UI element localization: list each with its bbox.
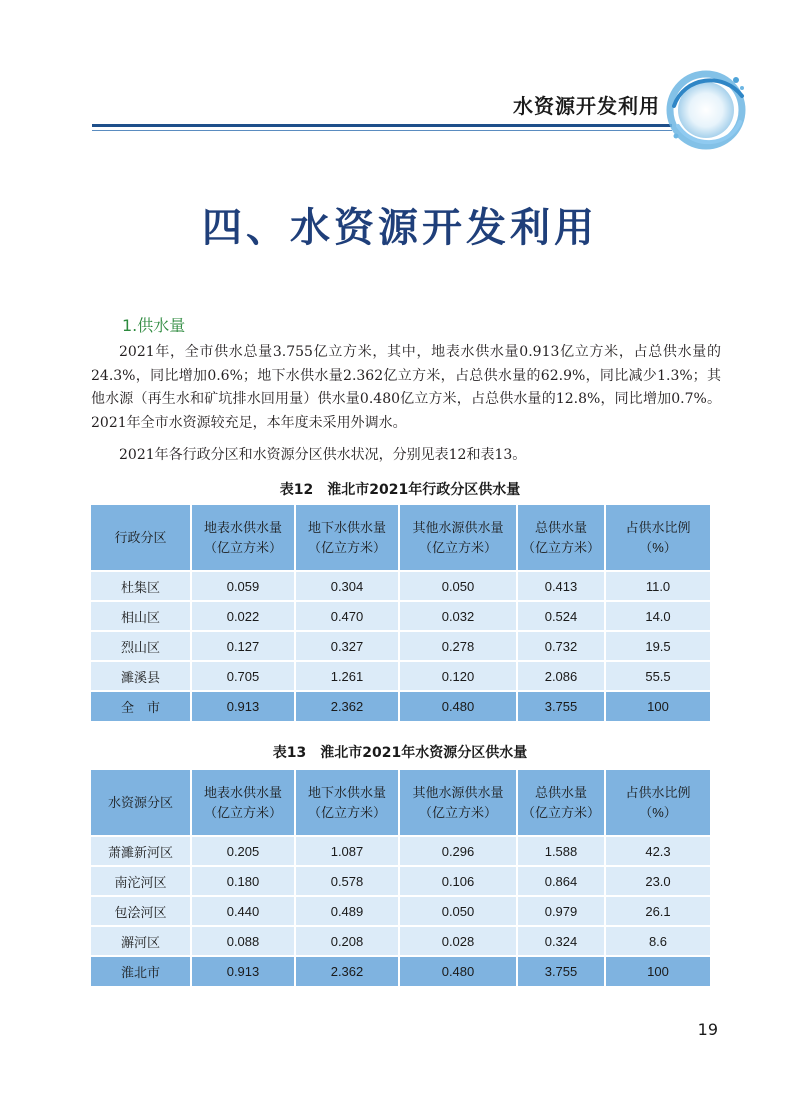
header-cell: 其他水源供水量 （亿立方米） <box>399 505 517 571</box>
water-splash-icon <box>664 66 748 150</box>
value-cell: 1.588 <box>517 836 605 866</box>
zone-cell: 淮北市 <box>91 956 191 986</box>
page-header <box>0 0 800 150</box>
value-cell: 0.127 <box>191 631 295 661</box>
value-cell: 3.755 <box>517 691 605 721</box>
value-cell: 0.480 <box>399 956 517 986</box>
table-caption: 表13 淮北市2021年水资源分区供水量 <box>272 745 528 761</box>
table-row <box>91 571 710 601</box>
value-cell: 0.705 <box>191 661 295 691</box>
chapter-title: 四、水资源开发利用 <box>202 205 598 251</box>
value-cell: 23.0 <box>605 866 710 896</box>
value-cell: 0.913 <box>191 956 295 986</box>
header-rule <box>92 124 672 127</box>
zone-cell: 南沱河区 <box>91 866 191 896</box>
value-cell: 100 <box>605 691 710 721</box>
header-cell: 水资源分区 <box>91 770 191 836</box>
value-cell: 19.5 <box>605 631 710 661</box>
table-header-row <box>91 770 710 836</box>
header-cell: 其他水源供水量 （亿立方米） <box>399 770 517 836</box>
header-cell: 占供水比例 （%） <box>605 770 710 836</box>
value-cell: 0.732 <box>517 631 605 661</box>
value-cell: 2.362 <box>295 956 399 986</box>
header-cell: 总供水量 （亿立方米） <box>517 505 605 571</box>
table-row <box>91 836 710 866</box>
zone-cell: 萧濉新河区 <box>91 836 191 866</box>
value-cell: 1.087 <box>295 836 399 866</box>
value-cell: 0.088 <box>191 926 295 956</box>
value-cell: 42.3 <box>605 836 710 866</box>
header-cell: 地下水供水量 （亿立方米） <box>295 770 399 836</box>
header-cell: 地下水供水量 （亿立方米） <box>295 505 399 571</box>
value-cell: 0.489 <box>295 896 399 926</box>
value-cell: 0.324 <box>517 926 605 956</box>
value-cell: 0.440 <box>191 896 295 926</box>
value-cell: 0.979 <box>517 896 605 926</box>
value-cell: 0.913 <box>191 691 295 721</box>
page-number: 19 <box>697 1020 718 1039</box>
admin-district-supply-table <box>91 505 710 721</box>
value-cell: 3.755 <box>517 956 605 986</box>
zone-cell: 澥河区 <box>91 926 191 956</box>
value-cell: 0.470 <box>295 601 399 631</box>
value-cell: 0.578 <box>295 866 399 896</box>
water-resource-zone-supply-table <box>91 770 710 986</box>
value-cell: 55.5 <box>605 661 710 691</box>
district-cell: 烈山区 <box>91 631 191 661</box>
value-cell: 0.205 <box>191 836 295 866</box>
value-cell: 0.296 <box>399 836 517 866</box>
running-title: 水资源开发利用 <box>513 94 660 118</box>
header-cell: 行政分区 <box>91 505 191 571</box>
value-cell: 0.278 <box>399 631 517 661</box>
body-paragraph: 2021年各行政分区和水资源分区供水状况，分别见表12和表13。 <box>119 447 527 463</box>
district-cell: 相山区 <box>91 601 191 631</box>
table-row <box>91 631 710 661</box>
table-row <box>91 896 710 926</box>
value-cell: 8.6 <box>605 926 710 956</box>
header-cell: 地表水供水量 （亿立方米） <box>191 770 295 836</box>
value-cell: 0.327 <box>295 631 399 661</box>
value-cell: 11.0 <box>605 571 710 601</box>
value-cell: 0.106 <box>399 866 517 896</box>
district-cell: 全 市 <box>91 691 191 721</box>
zone-cell: 包浍河区 <box>91 896 191 926</box>
header-cell: 总供水量 （亿立方米） <box>517 770 605 836</box>
value-cell: 0.028 <box>399 926 517 956</box>
value-cell: 2.086 <box>517 661 605 691</box>
value-cell: 100 <box>605 956 710 986</box>
header-cell: 占供水比例 （%） <box>605 505 710 571</box>
value-cell: 0.524 <box>517 601 605 631</box>
header-cell: 地表水供水量 （亿立方米） <box>191 505 295 571</box>
value-cell: 14.0 <box>605 601 710 631</box>
table-row <box>91 661 710 691</box>
district-cell: 杜集区 <box>91 571 191 601</box>
value-cell: 0.864 <box>517 866 605 896</box>
header-rule-thin <box>92 130 672 131</box>
table-row <box>91 926 710 956</box>
value-cell: 0.050 <box>399 571 517 601</box>
value-cell: 1.261 <box>295 661 399 691</box>
value-cell: 0.120 <box>399 661 517 691</box>
body-paragraph: 2021年，全市供水总量3.755亿立方米，其中，地表水供水量0.913亿立方米，占总供水量的24.3%，同比增加0.6%；地下水供水量2.362亿立方米，占总供水量的62.9%，同比减少1.3%；其他水源（再生水和矿坑排水回用量）供水量0.480亿立方米，占总供水量的12.8%，同比增加0.7%。2021年全市水资源较充足，本年度未采用外调水。 <box>91 344 721 431</box>
table-row <box>91 866 710 896</box>
value-cell: 0.480 <box>399 691 517 721</box>
value-cell: 0.022 <box>191 601 295 631</box>
value-cell: 0.050 <box>399 896 517 926</box>
table-caption: 表12 淮北市2021年行政分区供水量 <box>279 482 521 498</box>
value-cell: 2.362 <box>295 691 399 721</box>
value-cell: 0.180 <box>191 866 295 896</box>
district-cell: 濉溪县 <box>91 661 191 691</box>
value-cell: 0.059 <box>191 571 295 601</box>
table-total-row <box>91 691 710 721</box>
section-heading: 1.供水量 <box>122 316 186 335</box>
table-row <box>91 601 710 631</box>
value-cell: 26.1 <box>605 896 710 926</box>
value-cell: 0.208 <box>295 926 399 956</box>
table-header-row <box>91 505 710 571</box>
table-total-row <box>91 956 710 986</box>
value-cell: 0.304 <box>295 571 399 601</box>
value-cell: 0.413 <box>517 571 605 601</box>
value-cell: 0.032 <box>399 601 517 631</box>
